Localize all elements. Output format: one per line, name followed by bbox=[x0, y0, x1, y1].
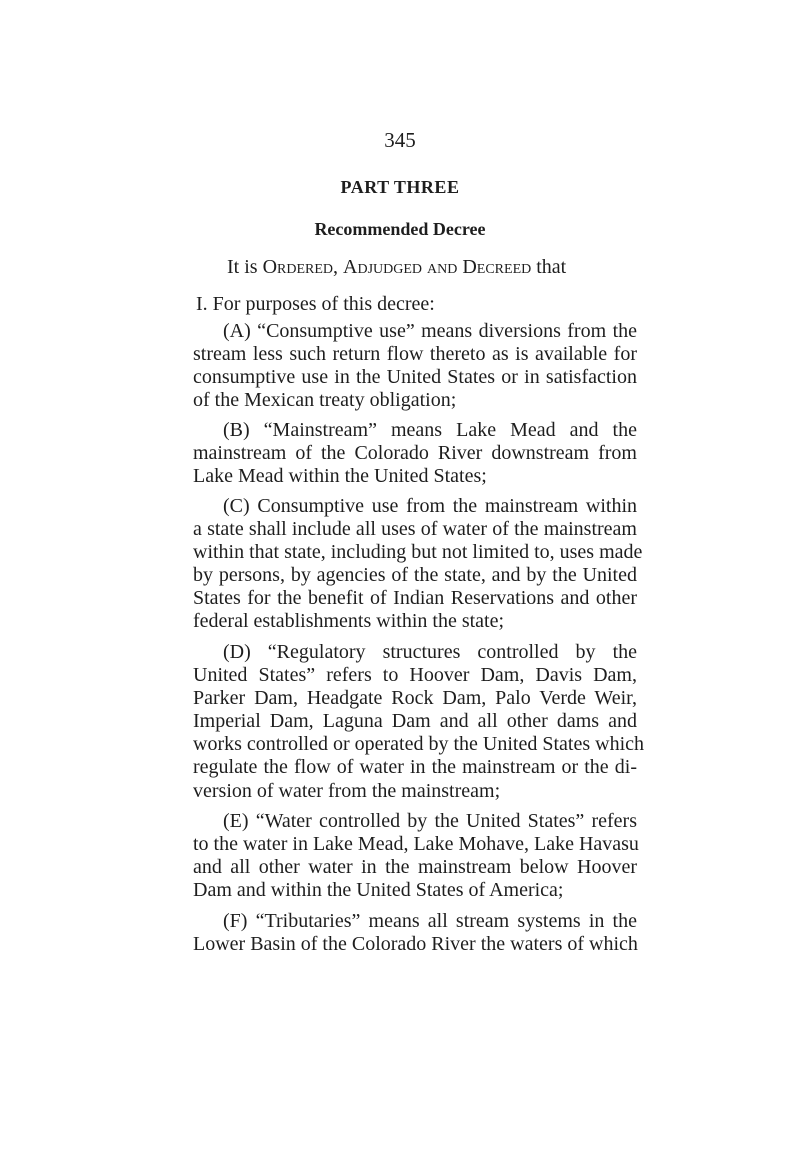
paragraph-line: regulate the flow of water in the mainstream or the di- bbox=[193, 756, 637, 779]
ordered-prefix: It is bbox=[227, 256, 258, 278]
paragraph-line: Imperial Dam, Laguna Dam and all other dams and bbox=[193, 710, 637, 733]
paragraph-line: Dam and within the United States of America; bbox=[193, 879, 564, 902]
paragraph-line: (C) Consumptive use from the mainstream within bbox=[223, 495, 637, 517]
paragraph-line: Lake Mead within the United States; bbox=[193, 465, 487, 488]
paragraph-line: (A) “Consumptive use” means diversions from the bbox=[223, 320, 637, 342]
paragraph-line: stream less such return flow thereto as is available for bbox=[193, 343, 637, 366]
paragraph-b bbox=[193, 419, 637, 488]
paragraph-line: (E) “Water controlled by the United States” refers bbox=[223, 810, 637, 832]
paragraph-line: mainstream of the Colorado River downstream from bbox=[193, 442, 637, 465]
ordered-suffix: that bbox=[536, 256, 567, 278]
paragraph-c bbox=[193, 495, 643, 634]
paragraph-line: to the water in Lake Mead, Lake Mohave, Lake Havasu bbox=[193, 833, 639, 856]
paragraph-line: States for the benefit of Indian Reservations and other bbox=[193, 587, 637, 610]
decree-title: Recommended Decree bbox=[314, 219, 486, 239]
paragraph-line: United States” refers to Hoover Dam, Davis Dam, bbox=[193, 664, 637, 687]
paragraph-line: version of water from the mainstream; bbox=[193, 779, 501, 802]
paragraph-line: within that state, including but not limited to, uses made bbox=[193, 541, 643, 564]
paragraph-line: (F) “Tributaries” means all stream systems in the bbox=[223, 910, 637, 932]
paragraph-f bbox=[193, 910, 637, 956]
paragraph-line: a state shall include all uses of water of the mainstream bbox=[193, 518, 637, 541]
paragraph-line: consumptive use in the United States or in satisfaction bbox=[193, 366, 637, 389]
paragraph-line: federal establishments within the state; bbox=[193, 610, 505, 633]
adjudged-and-words: Adjudged and bbox=[343, 256, 458, 278]
decreed-word: Decreed bbox=[462, 256, 532, 278]
paragraph-line: of the Mexican treaty obligation; bbox=[193, 389, 457, 412]
paragraph-line: (D) “Regulatory structures controlled by the bbox=[223, 641, 637, 663]
ordered-clause bbox=[227, 256, 566, 279]
paragraph-line: by persons, by agencies of the state, and by the United bbox=[193, 564, 637, 587]
paragraph-line: (B) “Mainstream” means Lake Mead and the bbox=[223, 419, 637, 441]
section-heading: I. For purposes of this decree: bbox=[196, 293, 435, 315]
paragraph-e bbox=[193, 810, 637, 902]
part-title: PART THREE bbox=[340, 177, 460, 197]
page-number: 345 bbox=[384, 128, 416, 152]
paragraph-a bbox=[193, 320, 637, 412]
paragraph-line: works controlled or operated by the United States which bbox=[193, 733, 644, 756]
paragraph-d bbox=[193, 641, 644, 803]
ordered-word: Ordered, bbox=[262, 256, 339, 278]
paragraph-line: and all other water in the mainstream below Hoover bbox=[193, 856, 637, 879]
paragraph-line: Parker Dam, Headgate Rock Dam, Palo Verde Weir, bbox=[193, 687, 637, 710]
paragraph-line: Lower Basin of the Colorado River the waters of which bbox=[193, 933, 638, 956]
